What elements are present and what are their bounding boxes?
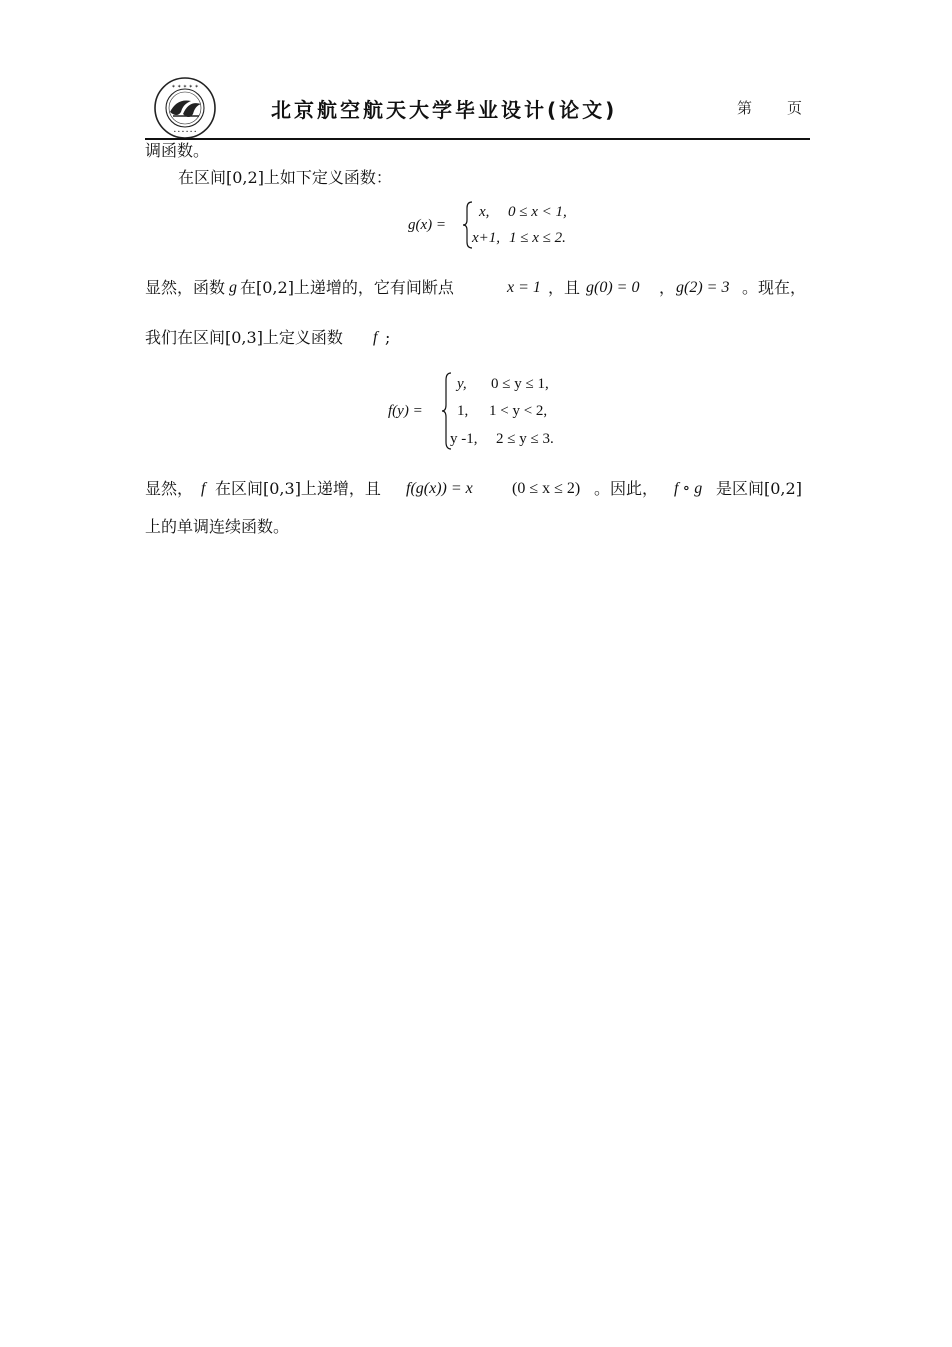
math-inline: g(2) = 3 (676, 279, 730, 296)
equation-lhs: f(y) = (388, 403, 423, 419)
header-rule (145, 138, 810, 140)
case-expression: y, (457, 376, 467, 392)
case-expression: x, (479, 204, 490, 220)
svg-text:✶ ✶ ✶ ✶ ✶: ✶ ✶ ✶ ✶ ✶ (171, 84, 199, 90)
case-expression: x+1, (472, 230, 501, 246)
document-title: 北京航空航天大学毕业设计(论文) (271, 98, 618, 122)
math-inline: (0 ≤ x ≤ 2) (512, 480, 581, 497)
text-segment: 。现在， (742, 278, 807, 297)
text-segment: 显然， (145, 479, 194, 498)
case-condition: 0 ≤ x < 1, (508, 204, 567, 220)
text-segment: ; (385, 328, 391, 347)
university-seal-logo (153, 76, 217, 140)
equation-lhs: g(x) = (408, 217, 447, 233)
text-segment: 我们在区间[0,3]上定义函数 (145, 328, 343, 347)
case-condition: 1 < y < 2, (489, 403, 548, 419)
case-condition: 2 ≤ y ≤ 3. (496, 431, 554, 447)
case-expression: y -1, (450, 431, 478, 447)
text-segment: 显然，函数 (145, 278, 226, 297)
math-inline: g(0) = 0 (586, 279, 640, 296)
case-condition: 1 ≤ x ≤ 2. (509, 230, 566, 246)
page-label-suffix: 页 (787, 99, 803, 117)
math-inline: x = 1 (507, 279, 541, 296)
svg-text:• • • • • •: • • • • • • (173, 130, 197, 135)
math-symbol: g (229, 279, 237, 296)
case-expression: 1, (457, 403, 469, 419)
text-segment: 。因此， (594, 479, 659, 498)
text-line: 上的单调连续函数。 (145, 517, 290, 536)
text-segment: ，且 (548, 278, 581, 297)
page-label-prefix: 第 (737, 99, 753, 117)
text-line: 调函数。 (145, 141, 210, 160)
case-condition: 0 ≤ y ≤ 1, (491, 376, 549, 392)
text-segment: ， (659, 278, 676, 297)
math-inline: f(g(x)) = x (406, 480, 473, 497)
page-header (145, 74, 810, 140)
math-symbol: f (373, 329, 378, 346)
text-segment: 是区间[0,2] (716, 479, 802, 498)
text-segment: 在区间[0,3]上递增，且 (215, 479, 381, 498)
math-symbol: f (201, 480, 206, 497)
text-segment: 在[0,2]上递增的，它有间断点 (240, 278, 454, 297)
text-line: 在区间[0,2]上如下定义函数： (178, 168, 392, 187)
math-inline: f ∘ g (674, 480, 703, 497)
